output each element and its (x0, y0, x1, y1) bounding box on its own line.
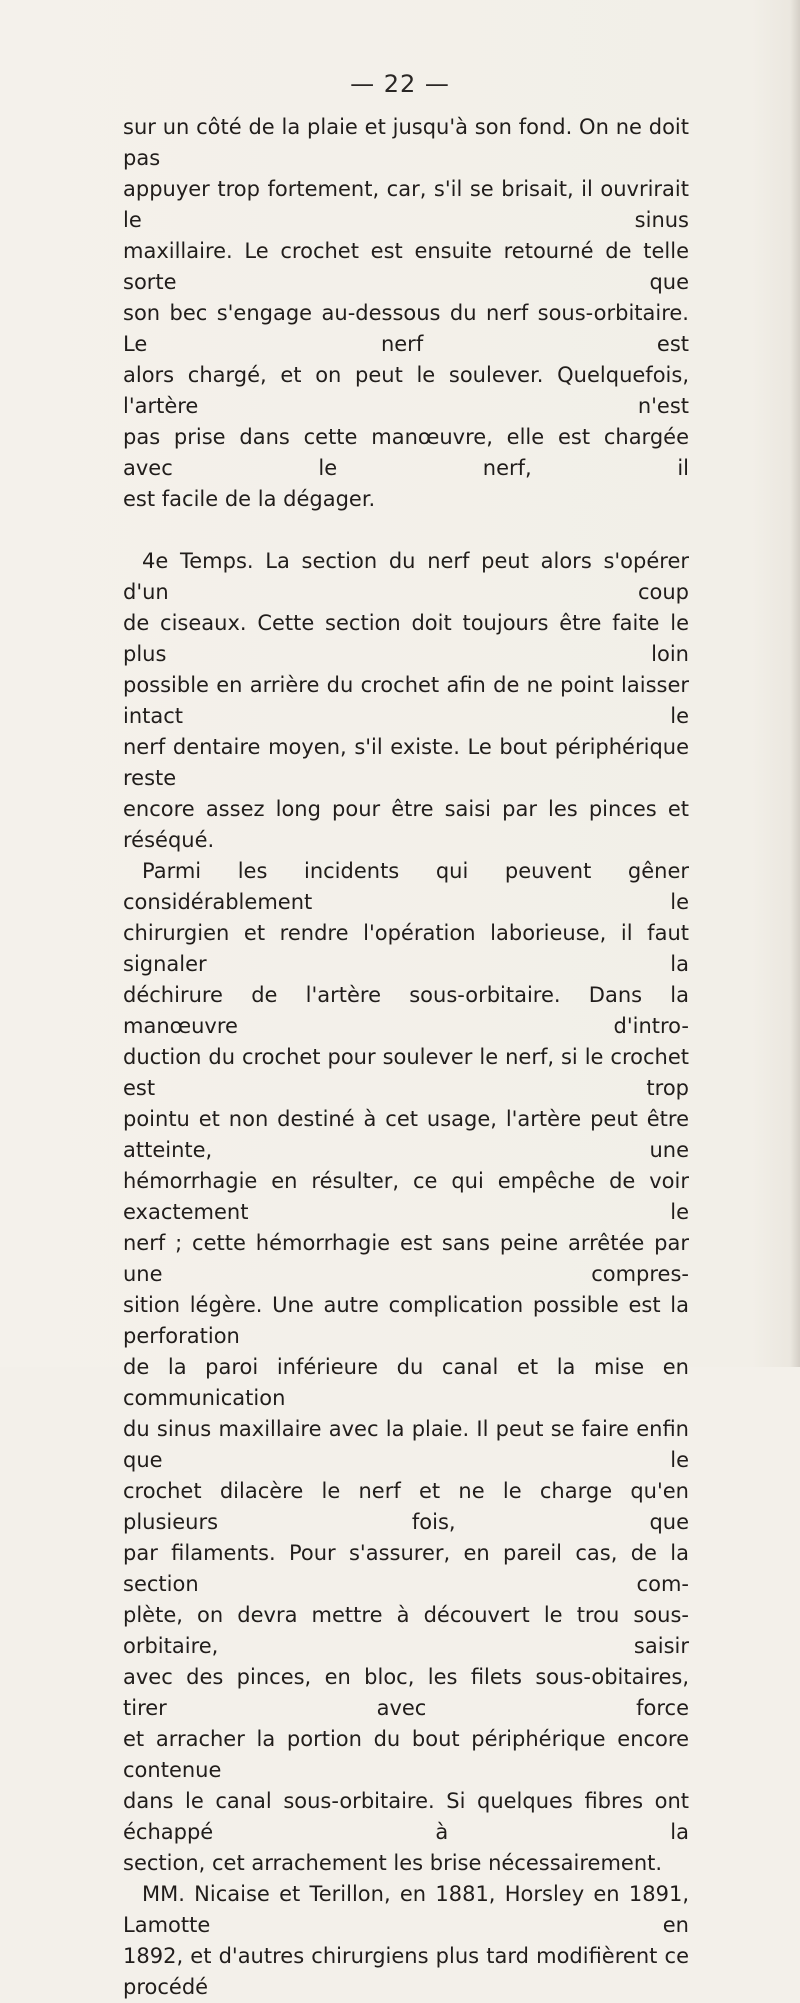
text-line: son bec s'engage au-dessous du nerf sous-orbitaire. Le nerf est (123, 301, 689, 356)
text-line: par filaments. Pour s'assurer, en pareil cas, de la section com- (123, 1541, 689, 1596)
text-line: plète, on devra mettre à découvert le trou sous-orbitaire, saisir (123, 1603, 689, 1658)
page-text (123, 112, 689, 2003)
text-line: et arracher la portion du bout périphérique encore contenue (123, 1727, 689, 1782)
text-line: encore assez long pour être saisi par les pinces et réséqué. (123, 797, 689, 852)
paragraph-gap (123, 515, 689, 546)
text-line: 4e Temps. La section du nerf peut alors s'opérer d'un coup (123, 549, 689, 604)
text-line: nerf ; cette hémorrhagie est sans peine arrêtée par une compres- (123, 1231, 689, 1286)
text-line: 1892, et d'autres chirurgiens plus tard modifièrent ce procédé (123, 1944, 689, 1999)
text-line: possible en arrière du crochet afin de ne point laisser intact le (123, 673, 689, 728)
text-line: nerf dentaire moyen, s'il existe. Le bout périphérique reste (123, 735, 689, 790)
text-line: déchirure de l'artère sous-orbitaire. Dans la manœuvre d'intro- (123, 983, 689, 1038)
text-line: de ciseaux. Cette section doit toujours être faite le plus loin (123, 611, 689, 666)
text-line: avec des pinces, en bloc, les filets sous-obitaires, tirer avec force (123, 1665, 689, 1720)
text-line: dans le canal sous-orbitaire. Si quelques fibres ont échappé à la (123, 1789, 689, 1844)
text-line: duction du crochet pour soulever le nerf, si le crochet est trop (123, 1045, 689, 1100)
text-line: maxillaire. Le crochet est ensuite retourné de telle sorte que (123, 239, 689, 294)
text-line: pointu et non destiné à cet usage, l'artère peut être atteinte, une (123, 1107, 689, 1162)
text-line: crochet dilacère le nerf et ne le charge qu'en plusieurs fois, que (123, 1479, 689, 1534)
text-line: de la paroi inférieure du canal et la mise en communication (123, 1355, 689, 1410)
text-line: du sinus maxillaire avec la plaie. Il peut se faire enfin que le (123, 1417, 689, 1472)
text-line: MM. Nicaise et Terillon, en 1881, Horsley en 1891, Lamotte en (123, 1882, 689, 1937)
text-line: sition légère. Une autre complication possible est la perforation (123, 1293, 689, 1348)
page-number: — 22 — (350, 70, 450, 98)
text-line: est facile de la dégager. (123, 487, 376, 511)
text-line: pas prise dans cette manœuvre, elle est chargée avec le nerf, il (123, 425, 689, 480)
text-line: alors chargé, et on peut le soulever. Quelquefois, l'artère n'est (123, 363, 689, 418)
page-edge-shadow (790, 0, 800, 1367)
text-line: appuyer trop fortement, car, s'il se brisait, il ouvrirait le sinus (123, 177, 689, 232)
text-line: hémorrhagie en résulter, ce qui empêche de voir exactement le (123, 1169, 689, 1224)
text-line: Parmi les incidents qui peuvent gêner considérablement le (123, 859, 689, 914)
text-line: sur un côté de la plaie et jusqu'à son fond. On ne doit pas (123, 115, 689, 170)
text-line: section, cet arrachement les brise nécessairement. (123, 1851, 663, 1875)
text-line: chirurgien et rendre l'opération laborieuse, il faut signaler la (123, 921, 689, 976)
